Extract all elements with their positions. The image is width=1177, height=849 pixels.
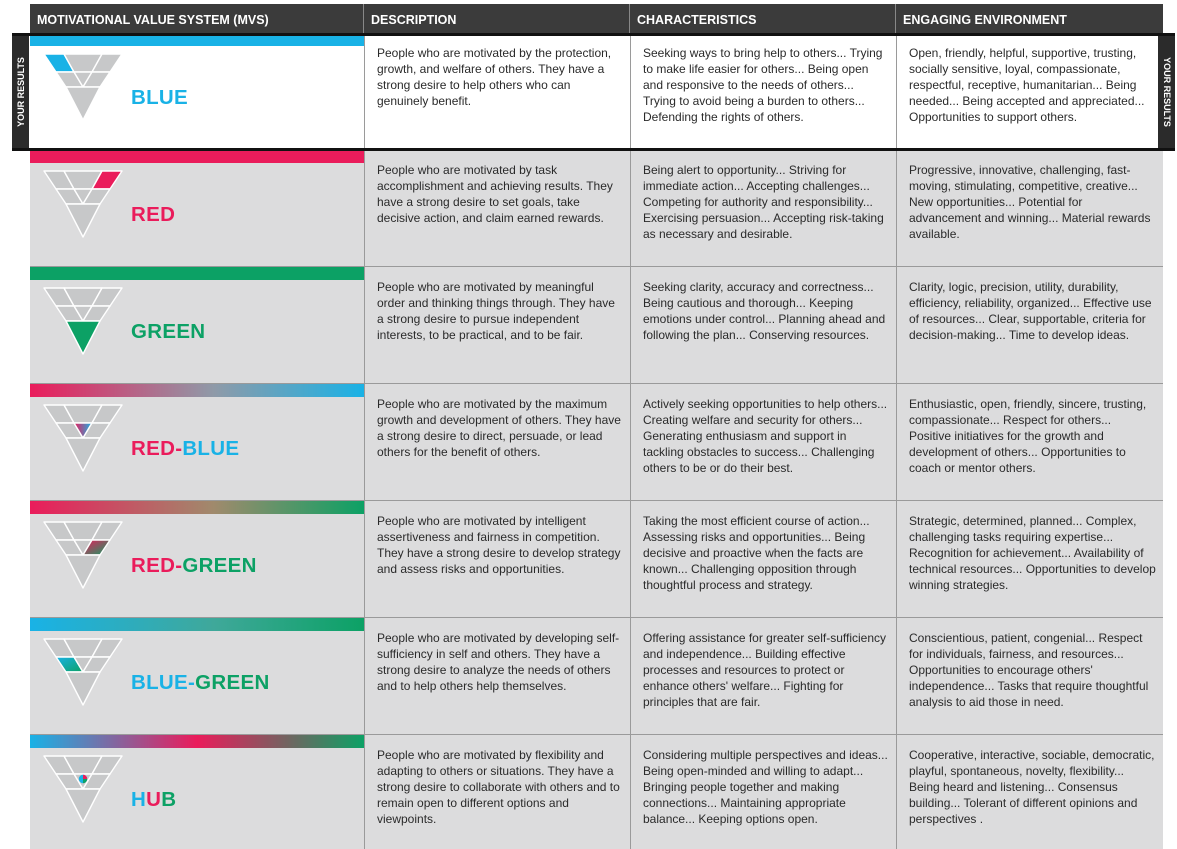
your-results-tab-left: YOUR RESULTS [12, 36, 29, 148]
mvs-triangle-icon [40, 752, 126, 826]
header-mvs: MOTIVATIONAL VALUE SYSTEM (MVS) [30, 4, 364, 34]
mvs-label-part: B [161, 788, 177, 811]
mvs-logo [40, 752, 126, 826]
color-band [30, 150, 364, 163]
table-header [30, 4, 1163, 34]
engaging-cell: Strategic, determined, planned... Complex, challenging tasks requiring expertise... Recognition for achievement... Availability of technical resources... Opportunities to develop winning strategies. [896, 501, 1163, 617]
mvs-label [131, 203, 175, 227]
mvs-triangle-icon [40, 401, 126, 475]
mvs-label [131, 320, 205, 344]
your-results-tab-right: YOUR RESULTS [1158, 36, 1175, 148]
mvs-row-red [30, 150, 1163, 267]
mvs-label-part: H [131, 788, 147, 811]
characteristics-cell: Taking the most efficient course of action... Assessing risks and opportunities... Being decisive and proactive when the facts are known... Challenging opposition through thoughtful process and strategy. [630, 501, 896, 617]
engaging-cell: Conscientious, patient, congenial... Respect for individuals, fairness, and resources... Opportunities to encourage others' independence... Tasks that require thoughtful analysis to aid those in need. [896, 618, 1163, 734]
description-cell: People who are motivated by meaningful order and thinking things through. They have a strong desire to pursue independent interests, to be practical, and to be fair. [364, 267, 630, 383]
header-description: DESCRIPTION [364, 4, 630, 34]
mvs-label-part: BLUE [131, 86, 189, 109]
mvs-label [131, 554, 257, 578]
mvs-label [131, 788, 176, 812]
engaging-cell: Open, friendly, helpful, supportive, trusting, socially sensitive, loyal, compassionate, respectful, receptive, humanitarian... Being needed... Being accepted and appreciated... Opportunities to support others. [896, 33, 1163, 149]
mvs-label [131, 437, 239, 461]
mvs-label-part: GREEN [195, 671, 270, 694]
mvs-cell [30, 46, 364, 149]
description-cell: People who are motivated by flexibility and adapting to others or situations. They have a strong desire to collaborate with others and to remain open to different options and viewpoints. [364, 735, 630, 849]
color-band [30, 267, 364, 280]
mvs-triangle-icon [40, 518, 126, 592]
engaging-cell: Cooperative, interactive, sociable, democratic, playful, spontaneous, novelty, flexibility... Being heard and listening... Consensus building... Tolerant of different opinions and perspectives . [896, 735, 1163, 849]
mvs-triangle-icon [40, 50, 126, 124]
color-band [30, 735, 364, 748]
header-characteristics: CHARACTERISTICS [630, 4, 896, 34]
mvs-row-red-green [30, 501, 1163, 618]
description-cell: People who are motivated by intelligent assertiveness and fairness in competition. They have a strong desire to develop strategy and assess risks and opportunities. [364, 501, 630, 617]
color-band [30, 33, 364, 46]
header-engaging-environment: ENGAGING ENVIRONMENT [903, 13, 1067, 27]
characteristics-cell: Seeking ways to bring help to others... Trying to make life easier for others... Being open and responsive to the needs of others... Trying to avoid being a burden to others... Defending the rights of others. [630, 33, 896, 149]
mvs-triangle-icon [40, 635, 126, 709]
mvs-logo [40, 50, 126, 124]
mvs-row-green [30, 267, 1163, 384]
mvs-cell [30, 397, 364, 500]
mvs-cell [30, 163, 364, 266]
mvs-cell [30, 631, 364, 734]
characteristics-cell: Actively seeking opportunities to help others... Creating welfare and security for others... Generating enthusiasm and support in tackling obstacles to success... Challenging others to be or do their best. [630, 384, 896, 500]
engaging-cell: Progressive, innovative, challenging, fast-moving, stimulating, competitive, creative... New opportunities... Potential for advancement and winning... Material rewards available. [896, 150, 1163, 266]
mvs-label-part: U [146, 788, 162, 811]
mvs-logo [40, 401, 126, 475]
description-cell: People who are motivated by developing self-sufficiency in self and others. They have a strong desire to analyze the needs of others and to help others help themselves. [364, 618, 630, 734]
mvs-label-part: RED [131, 437, 176, 460]
mvs-label-part: - [175, 437, 183, 460]
mvs-label-part: RED [131, 554, 176, 577]
characteristics-cell: Being alert to opportunity... Striving for immediate action... Accepting challenges... Competing for authority and responsibility... Exercising persuasion... Accepting risk-taking as necessary and desirable. [630, 150, 896, 266]
mvs-label-part: GREEN [131, 320, 206, 343]
mvs-triangle-icon [40, 167, 126, 241]
mvs-triangle-icon [40, 284, 126, 358]
description-cell: People who are motivated by the protection, growth, and welfare of others. They have a strong desire to help others who can genuinely benefit. [364, 33, 630, 149]
mvs-label [131, 86, 188, 110]
characteristics-cell: Offering assistance for greater self-sufficiency and independence... Building effective processes and resources to protect or enhance others' welfare... Fighting for principles that are fair. [630, 618, 896, 734]
mvs-label-part: GREEN [182, 554, 257, 577]
mvs-label [131, 671, 270, 695]
mvs-label-part: BLUE [131, 671, 189, 694]
mvs-row-red-blue [30, 384, 1163, 501]
mvs-cell [30, 748, 364, 849]
mvs-logo [40, 167, 126, 241]
mvs-label-part: RED [131, 203, 176, 226]
engaging-cell: Enthusiastic, open, friendly, sincere, trusting, compassionate... Respect for others... Positive initiatives for the growth and development of others... Opportunities to coach or mentor others. [896, 384, 1163, 500]
mvs-label-part: - [175, 554, 183, 577]
mvs-row-blue [30, 33, 1163, 150]
mvs-label-part: - [188, 671, 196, 694]
description-cell: People who are motivated by the maximum growth and development of others. They have a strong desire to direct, persuade, or lead others for the benefit of others. [364, 384, 630, 500]
mvs-row-blue-green [30, 618, 1163, 735]
characteristics-cell: Seeking clarity, accuracy and correctness... Being cautious and thorough... Keeping emotions under control... Planning ahead and following the plan... Conserving resources. [630, 267, 896, 383]
mvs-logo [40, 284, 126, 358]
mvs-logo [40, 635, 126, 709]
description-cell: People who are motivated by task accomplishment and achieving results. They have a strong desire to set goals, take decisive action, and claim earned rewards. [364, 150, 630, 266]
characteristics-cell: Considering multiple perspectives and ideas... Being open-minded and willing to adapt... Bringing people together and making connections... Maintaining appropriate balance... Keeping options open. [630, 735, 896, 849]
engaging-cell: Clarity, logic, precision, utility, durability, efficiency, reliability, organized... Effective use of resources... Clear, supportable, criteria for decision-making... Time to develop ideas. [896, 267, 1163, 383]
mvs-logo [40, 518, 126, 592]
color-band [30, 384, 364, 397]
mvs-label-part: BLUE [182, 437, 240, 460]
mvs-cell [30, 514, 364, 617]
color-band [30, 618, 364, 631]
mvs-cell [30, 280, 364, 383]
color-band [30, 501, 364, 514]
mvs-row-hub [30, 735, 1163, 849]
